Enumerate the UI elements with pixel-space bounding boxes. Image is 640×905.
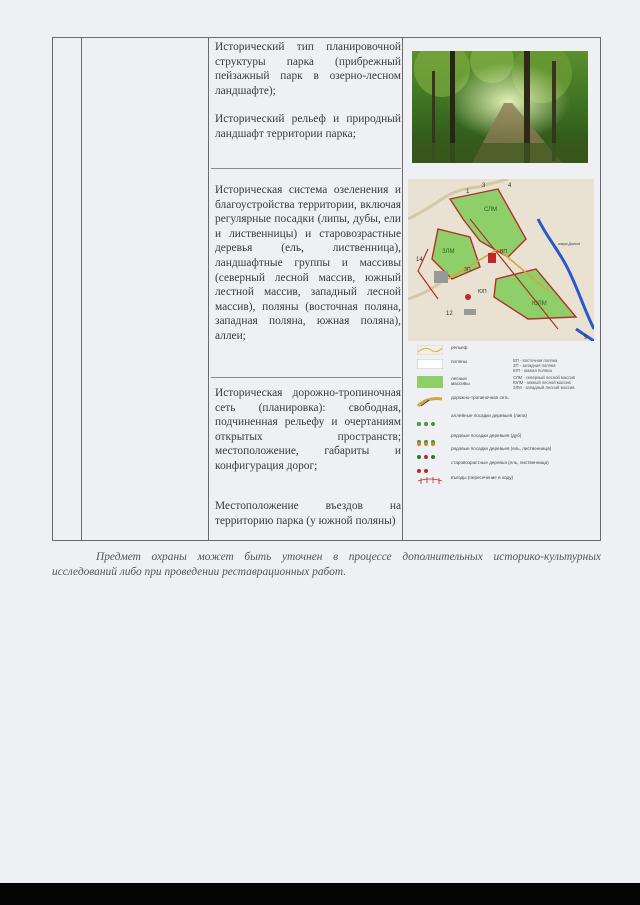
legend-label: лесные массивы — [451, 376, 470, 386]
footnote: Предмет охраны может быть уточнен в процессе дополнительных историко-культурных исследований либо при проведении реставрационных работ. — [52, 551, 601, 578]
legend-row — [417, 344, 595, 356]
scan-border — [0, 883, 640, 905]
map-label: 1 — [466, 189, 470, 195]
legend-row — [417, 445, 595, 457]
map-label: 4 — [508, 183, 512, 189]
forest-swatch — [417, 376, 443, 388]
table-item: Исторический тип планировочной структуры парка (прибрежный пейзажный парк в озерно-лесном ландшафте); — [215, 41, 401, 97]
legend-codes: СЛМ - северный лесной массив ЮЛМ - южный лесной массив ЗЛМ - западный лесной массив — [513, 375, 575, 391]
legend-row — [417, 412, 595, 428]
legend-row — [417, 394, 595, 408]
alley-dots-swatch — [417, 413, 443, 423]
spruce-dots-swatch — [417, 446, 443, 456]
legend-label: аллейные посадки деревьев (липа) — [451, 413, 527, 418]
item-separator — [211, 377, 401, 378]
legend-label: рельеф — [451, 345, 468, 350]
map-label: СЛМ — [484, 207, 498, 213]
item-separator — [211, 168, 401, 169]
column-divider — [402, 38, 403, 540]
legend-label: въезды (пересечение в ходу) — [451, 475, 514, 480]
legend-row — [417, 432, 595, 444]
column-divider — [81, 38, 82, 540]
map-label: ЗЛМ — [442, 249, 455, 255]
legend-label: старовозрастные деревья (ель, лиственница) — [451, 460, 549, 465]
legend-codes: ВП - восточная поляна ЗП - западная поляна ЮП - южная поляна — [513, 358, 558, 374]
map-label: ЮЛМ — [532, 301, 547, 307]
table-item: Местоположение въездов на территорию парка (у южной поляны) — [215, 500, 401, 527]
table-item: Исторический рельеф и природный ландшафт территории парка; — [215, 113, 401, 140]
map-label: 3 — [482, 183, 486, 189]
legend-row — [417, 375, 595, 391]
park-plan-map — [408, 179, 594, 341]
map-legend — [417, 344, 595, 494]
lake-label: озеро Долгое — [558, 242, 581, 246]
legend-label: поляны — [451, 359, 467, 364]
column-divider — [208, 38, 209, 540]
legend-row — [417, 358, 595, 372]
legend-row — [417, 459, 595, 471]
oak-dots-swatch — [417, 433, 443, 443]
legend-label: рядовые посадки деревьев (ель, лиственница) — [451, 446, 552, 451]
forest-photo — [412, 51, 588, 163]
map-label: ВП — [500, 249, 507, 255]
map-label: ЗП — [464, 267, 471, 273]
entry-swatch — [417, 475, 443, 485]
legend-label: дорожно-тропиночная сеть — [451, 395, 509, 400]
map-label: ЮП — [478, 289, 487, 295]
road-swatch — [417, 395, 443, 407]
map-label: 14 — [416, 257, 423, 263]
old-trees-dots-swatch — [417, 460, 443, 470]
table-item: Историческая дорожно-тропиночная сеть (планировка): свободная, подчиненная рельефу и очертаниям открытых пространств; местоположение, габариты и конфигурация дорог; — [215, 387, 401, 472]
legend-label: рядовые посадки деревьев (дуб) — [451, 433, 522, 438]
protection-table — [52, 37, 601, 541]
table-item: Историческая система озеленения и благоустройства территории, включая регулярные посадки (липы, дубы, ели и лиственницы) и старовозрастные деревья (ель, лиственница), ландшафтные группы и массивы (северный лесной массив, южный лестной массив, западный лесной массив), поляны (восточная поляна, западная поляна, южная поляна), аллеи; — [215, 184, 401, 342]
meadow-swatch — [417, 359, 443, 369]
map-label: 12 — [446, 311, 453, 317]
legend-row — [417, 474, 595, 486]
relief-swatch — [417, 345, 443, 355]
map-label: 9 — [584, 335, 588, 341]
